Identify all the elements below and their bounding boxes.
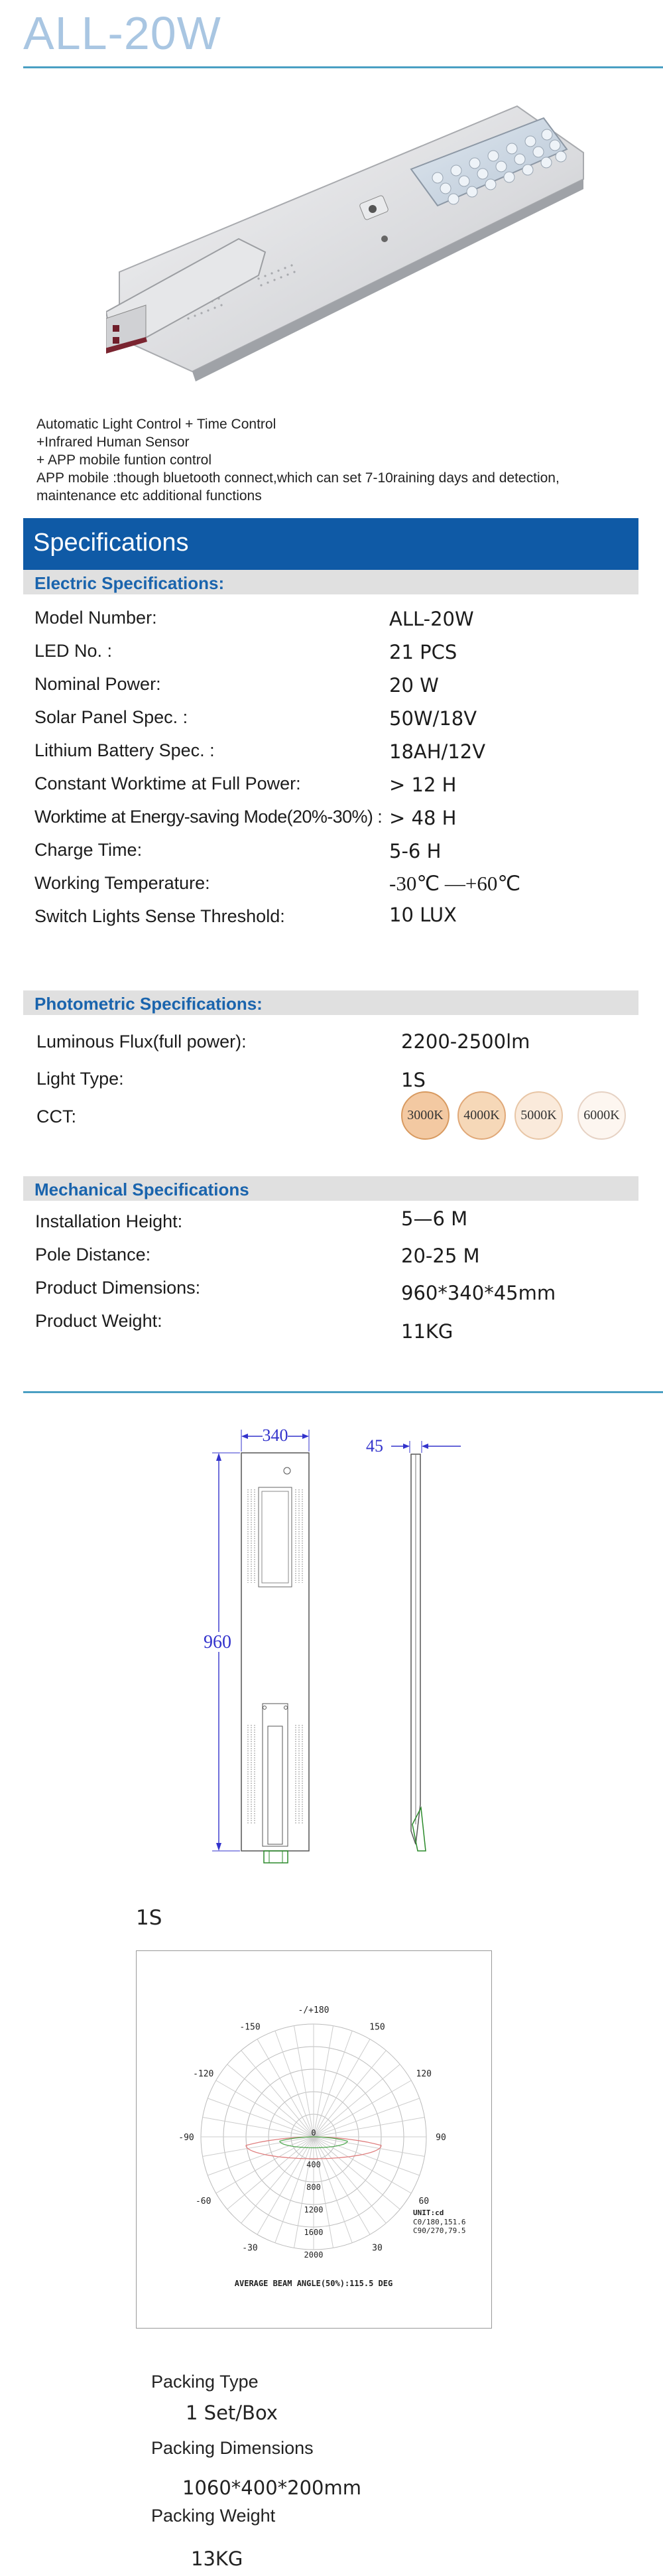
feature-list <box>36 415 560 505</box>
spec-value: > 48 H <box>389 807 457 829</box>
width-dimension-label: 340 <box>262 1426 288 1445</box>
packing-type-label: Packing Type <box>151 2372 259 2392</box>
height-dimension-label: 960 <box>204 1632 231 1653</box>
section-divider <box>23 1391 663 1393</box>
polar-angle-label: 90 <box>436 2133 446 2143</box>
packing-weight-label: Packing Weight <box>151 2506 276 2526</box>
spec-value: 11KG <box>401 1320 453 1343</box>
feature-item: APP mobile :though bluetooth connect,which can set 7-10raining days and detection, <box>36 470 560 486</box>
polar-legend-item: C90/270,79.5 <box>413 2226 466 2235</box>
polar-angle-label: 150 <box>369 2022 385 2033</box>
photometric-spec-header <box>23 990 638 1015</box>
spec-label: Switch Lights Sense Threshold: <box>34 906 285 926</box>
polar-angle-label: -150 <box>239 2022 261 2033</box>
spec-value: ALL-20W <box>389 608 474 630</box>
spec-value: 10 LUX <box>389 904 457 926</box>
spec-label: Working Temperature: <box>34 873 210 893</box>
polar-caption: AVERAGE BEAM ANGLE(50%):115.5 DEG <box>234 2279 393 2288</box>
spec-label: Constant Worktime at Full Power: <box>34 774 301 793</box>
polar-angle-label: -120 <box>193 2069 214 2079</box>
depth-dimension-label: 45 <box>366 1436 383 1456</box>
spec-value: 20 W <box>389 674 439 697</box>
spec-value: 18AH/12V <box>389 740 486 763</box>
polar-radial-label: 400 <box>306 2160 321 2169</box>
spec-value: 1S <box>401 1069 426 1091</box>
electric-spec-header <box>23 570 638 594</box>
light-type-label: 1S <box>136 1906 162 1930</box>
polar-angle-label: 60 <box>418 2197 430 2206</box>
mechanical-spec-header <box>23 1176 638 1201</box>
spec-label: Nominal Power: <box>34 674 161 694</box>
spec-value: 20-25 M <box>401 1245 480 1267</box>
packing-type-value: 1 Set/Box <box>186 2402 278 2424</box>
spec-value: > 12 H <box>389 774 457 796</box>
dimension-drawing <box>199 1426 477 1864</box>
packing-weight-value: 13KG <box>191 2547 243 2570</box>
spec-label: Installation Height: <box>35 1211 183 1231</box>
feature-item: + APP mobile funtion control <box>36 452 212 468</box>
polar-radial-label: 1600 <box>304 2228 324 2237</box>
spec-value: 5—6 M <box>401 1207 468 1230</box>
feature-item: +Infrared Human Sensor <box>36 435 190 450</box>
packing-dimensions-label: Packing Dimensions <box>151 2438 314 2458</box>
spec-label: Light Type: <box>36 1069 124 1089</box>
polar-legend-item: C0/180,151.6 <box>413 2218 466 2226</box>
spec-label: Solar Panel Spec. : <box>34 707 188 727</box>
polar-angle-label: -90 <box>178 2133 194 2143</box>
spec-label: CCT: <box>36 1107 76 1126</box>
cct-5000k-swatch: 5000K <box>514 1091 563 1140</box>
cct-6000k-swatch: 6000K <box>577 1091 626 1140</box>
spec-label: Pole Distance: <box>35 1245 151 1264</box>
polar-diagram-frame <box>136 1950 492 2329</box>
spec-label: Lithium Battery Spec. : <box>34 740 215 760</box>
title-divider <box>23 66 663 68</box>
spec-label: Product Weight: <box>35 1311 162 1331</box>
spec-label: Worktime at Energy-saving Mode(20%-30%) : <box>34 807 383 827</box>
polar-angle-label: -/+180 <box>298 2005 330 2015</box>
spec-value: -30℃ —+60℃ <box>389 872 521 895</box>
specifications-heading: Specifications <box>33 529 189 557</box>
spec-label: Luminous Flux(full power): <box>36 1032 247 1051</box>
polar-radial-label: 800 <box>306 2183 321 2192</box>
polar-angle-label: -30 <box>242 2243 258 2254</box>
spec-value: 960*340*45mm <box>401 1282 556 1304</box>
spec-label: Product Dimensions: <box>35 1278 201 1298</box>
feature-item: maintenance etc additional functions <box>36 488 262 504</box>
feature-item: Automatic Light Control + Time Control <box>36 417 276 432</box>
spec-label: Model Number: <box>34 608 157 628</box>
polar-radial-label: 1200 <box>304 2205 324 2214</box>
spec-value: 50W/18V <box>389 707 477 730</box>
spec-value: 21 PCS <box>389 641 457 663</box>
polar-angle-label: -60 <box>195 2197 211 2206</box>
spec-value: 5-6 H <box>389 840 442 862</box>
mechanical-spec-heading: Mechanical Specifications <box>34 1180 249 1199</box>
polar-light-distribution-chart <box>137 1951 491 2328</box>
product-image <box>106 100 597 405</box>
spec-label: Charge Time: <box>34 840 143 860</box>
cct-3000k-swatch: 3000K <box>401 1091 450 1140</box>
specifications-header <box>23 518 638 570</box>
spec-label: LED No. : <box>34 641 113 661</box>
photometric-spec-heading: Photometric Specifications: <box>34 994 263 1014</box>
cct-4000k-swatch: 4000K <box>457 1091 506 1140</box>
spec-value: 2200-2500lm <box>401 1030 530 1053</box>
polar-radial-label: 0 <box>311 2128 316 2137</box>
polar-angle-label: 30 <box>372 2243 383 2254</box>
page-title: ALL-20W <box>23 7 221 59</box>
polar-angle-label: 120 <box>416 2069 432 2079</box>
electric-spec-heading: Electric Specifications: <box>34 573 225 593</box>
packing-dimensions-value: 1060*400*200mm <box>182 2476 362 2499</box>
polar-radial-label: 2000 <box>304 2250 324 2260</box>
polar-unit-label: UNIT:cd <box>413 2208 444 2217</box>
